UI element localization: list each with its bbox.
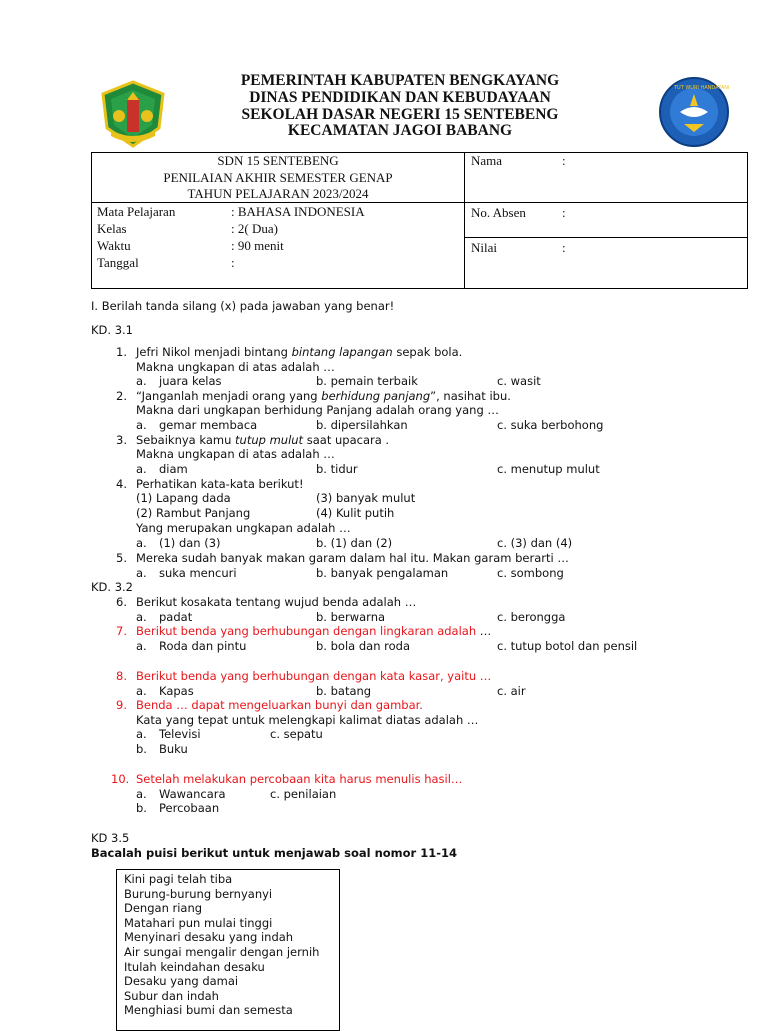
q1-option-a[interactable]: juara kelas — [159, 374, 222, 388]
q2-option-c[interactable]: c. suka berbohong — [497, 418, 604, 432]
q1-number: 1. — [116, 345, 127, 359]
q1-letter-a: a. — [136, 374, 147, 388]
q6-number: 6. — [116, 595, 127, 609]
q4-text: Perhatikan kata-kata berikut! — [136, 477, 304, 491]
q3-letter-a: a. — [136, 462, 147, 476]
q8-option-c[interactable]: c. air — [497, 684, 526, 698]
score-cell[interactable] — [465, 238, 748, 289]
header-line-1: PEMERINTAH KABUPATEN BENGKAYANG — [240, 72, 560, 89]
poem-box — [116, 869, 340, 1031]
q5-option-c[interactable]: c. sombong — [497, 566, 564, 580]
kd-3-1: KD. 3.1 — [91, 323, 133, 337]
q10-letter-a: a. — [136, 787, 147, 801]
q9-number: 9. — [116, 698, 127, 712]
name-cell[interactable] — [465, 153, 748, 203]
exam-name: PENILAIAN AKHIR SEMESTER GENAP — [163, 169, 393, 185]
poem-line: Subur dan indah — [124, 988, 219, 1003]
q2-option-a[interactable]: gemar membaca — [159, 418, 258, 432]
q6-text: Berikut kosakata tentang wujud benda adalah … — [136, 595, 417, 609]
score-colon: : — [562, 240, 566, 255]
time-value: : 90 menit — [231, 238, 284, 253]
absen-colon: : — [562, 205, 566, 220]
q4-item-2: (2) Rambut Panjang — [136, 506, 251, 520]
q9-text: Benda … dapat mengeluarkan bunyi dan gambar. — [136, 698, 423, 712]
date-label: Tanggal — [97, 255, 139, 270]
q9-option-a[interactable]: Televisi — [159, 727, 201, 741]
tut-wuri-handayani-text: TUT WURI HANDAYANI — [674, 85, 730, 91]
q5-number: 5. — [116, 551, 127, 565]
q3-text: Sebaiknya kamu tutup mulut saat upacara . — [136, 433, 390, 447]
q7-option-c[interactable]: c. tutup botol dan pensil — [497, 639, 638, 653]
poem-line: Menyinari desaku yang indah — [124, 930, 294, 945]
q8-letter-a: a. — [136, 684, 147, 698]
school-year: TAHUN PELAJARAN 2023/2024 — [187, 186, 369, 201]
q9-option-c[interactable]: c. sepatu — [270, 727, 323, 741]
q6-option-b[interactable]: b. berwarna — [316, 610, 386, 624]
q4-letter-a: a. — [136, 536, 147, 550]
q4-sub: Yang merupakan ungkapan adalah … — [136, 521, 351, 535]
subject-label: Mata Pelajaran — [97, 204, 176, 219]
q4-option-a[interactable]: (1) dan (3) — [159, 536, 221, 550]
date-value: : — [231, 255, 235, 270]
poem-line: Dengan riang — [124, 901, 203, 916]
q5-option-a[interactable]: suka mencuri — [159, 566, 237, 580]
poem-line: Air sungai mengalir dengan jernih — [124, 944, 320, 959]
poem-line: Kini pagi telah tiba — [124, 872, 233, 886]
q10-text: Setelah melakukan percobaan kita harus menulis hasil… — [136, 772, 463, 786]
q6-option-a[interactable]: padat — [159, 610, 193, 624]
q2-text: “Janganlah menjadi orang yang berhidung panjang”, nasihat ibu. — [136, 389, 511, 403]
absen-cell[interactable] — [465, 203, 748, 238]
q2-letter-a: a. — [136, 418, 147, 432]
header-line-3: SEKOLAH DASAR NEGERI 15 SENTEBENG — [241, 106, 559, 123]
q5-text: Mereka sudah banyak makan garam dalam hal itu. Makan garam berarti … — [136, 551, 569, 565]
q7-text: Berikut benda yang berhubungan dengan lingkaran adalah … — [136, 624, 492, 638]
q4-number: 4. — [116, 477, 127, 491]
q4-option-b[interactable]: b. (1) dan (2) — [316, 536, 393, 550]
q3-number: 3. — [116, 433, 127, 447]
poem-line: Burung-burung bernyanyi — [124, 886, 273, 901]
q1-option-c[interactable]: c. wasit — [497, 374, 541, 388]
q1-sub: Makna ungkapan di atas adalah … — [136, 360, 335, 374]
q4-option-c[interactable]: c. (3) dan (4) — [497, 536, 573, 550]
header-line-4: KECAMATAN JAGOI BABANG — [287, 122, 513, 139]
q5-letter-a: a. — [136, 566, 147, 580]
q4-item-4: (4) Kulit putih — [316, 506, 395, 520]
q6-letter-a: a. — [136, 610, 147, 624]
class-label: Kelas — [97, 221, 127, 236]
q9-letter-b: b. — [136, 742, 147, 756]
q10-number: 10. — [111, 772, 130, 786]
q2-sub: Makna dari ungkapan berhidung Panjang adalah orang yang … — [136, 403, 499, 417]
q3-option-c[interactable]: c. menutup mulut — [497, 462, 600, 476]
q9-option-b[interactable]: Buku — [159, 742, 188, 756]
poem-line: Desaku yang damai — [124, 974, 239, 989]
q8-option-a[interactable]: Kapas — [159, 684, 194, 698]
q4-item-3: (3) banyak mulut — [316, 491, 416, 505]
q10-option-a[interactable]: Wawancara — [159, 787, 226, 801]
time-label: Waktu — [97, 238, 131, 253]
q9-sub: Kata yang tepat untuk melengkapi kalimat diatas adalah … — [136, 713, 479, 727]
q1-option-b[interactable]: b. pemain terbaik — [316, 374, 418, 388]
subject-value: : BAHASA INDONESIA — [231, 204, 365, 219]
exam-info-table — [91, 152, 748, 289]
name-colon: : — [562, 153, 566, 168]
poem-instruction: Bacalah puisi berikut untuk menjawab soal nomor 11-14 — [91, 846, 458, 860]
kd-3-2: KD. 3.2 — [91, 580, 133, 594]
class-value: : 2( Dua) — [231, 221, 278, 236]
q3-sub: Makna ungkapan di atas adalah … — [136, 447, 335, 461]
score-label: Nilai — [471, 240, 497, 255]
q3-option-a[interactable]: diam — [159, 462, 188, 476]
absen-label: No. Absen — [471, 205, 526, 220]
exam-title-cell — [92, 153, 465, 203]
q4-item-1: (1) Lapang dada — [136, 491, 231, 505]
q1-text: Jefri Nikol menjadi bintang bintang lapangan sepak bola. — [136, 345, 463, 359]
q8-option-b[interactable]: b. batang — [316, 684, 372, 698]
poem-line: Itulah keindahan desaku — [124, 959, 265, 974]
instruction: I. Berilah tanda silang (x) pada jawaban yang benar! — [91, 299, 395, 313]
school-name: SDN 15 SENTEBENG — [217, 153, 339, 168]
q7-option-b[interactable]: b. bola dan roda — [316, 639, 410, 653]
q7-letter-a: a. — [136, 639, 147, 653]
q6-option-c[interactable]: c. berongga — [497, 610, 566, 624]
q2-number: 2. — [116, 389, 127, 403]
poem-line: Matahari pun mulai tinggi — [124, 915, 273, 930]
poem-line: Menghiasi bumi dan semesta — [124, 1003, 293, 1018]
tut-wuri-handayani-logo — [658, 76, 730, 148]
q10-option-c[interactable]: c. penilaian — [270, 787, 337, 801]
header-line-2: DINAS PENDIDIKAN DAN KEBUDAYAAN — [249, 89, 551, 106]
q3-option-b[interactable]: b. tidur — [316, 462, 358, 476]
subject-details-cell — [92, 203, 465, 289]
bengkayang-emblem — [97, 78, 169, 150]
q8-number: 8. — [116, 669, 127, 683]
q5-option-b[interactable]: b. banyak pengalaman — [316, 566, 449, 580]
q10-option-b[interactable]: Percobaan — [159, 801, 220, 815]
kd-3-5: KD 3.5 — [91, 831, 130, 845]
name-label: Nama — [471, 153, 503, 168]
q10-letter-b: b. — [136, 801, 147, 815]
q8-text: Berikut benda yang berhubungan dengan kata kasar, yaitu … — [136, 669, 492, 683]
q2-option-b[interactable]: b. dipersilahkan — [316, 418, 408, 432]
q9-letter-a: a. — [136, 727, 147, 741]
q7-number: 7. — [116, 624, 127, 638]
q7-option-a[interactable]: Roda dan pintu — [159, 639, 247, 653]
